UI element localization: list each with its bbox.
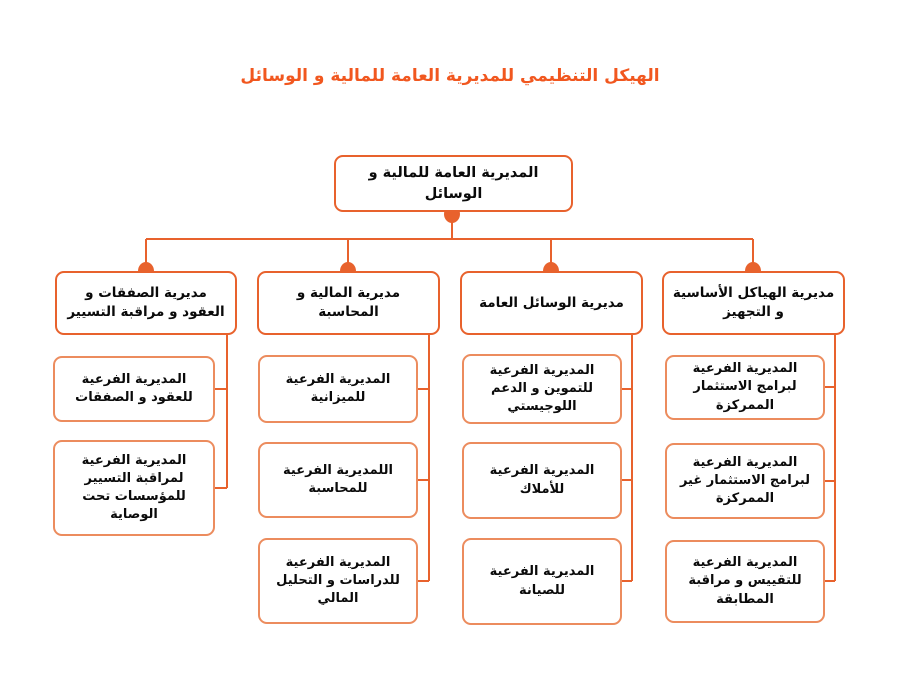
dept-box-general-means (460, 271, 643, 335)
sub-dept-label: المديرية الفرعية للدراسات و التحليل المالي (276, 554, 400, 607)
page-title: الهيكل التنظيمي للمديرية العامة للمالية و الوسائل (240, 66, 660, 86)
sub-dept-box (258, 538, 418, 624)
sub-dept-box (462, 538, 622, 625)
sub-dept-label: المديرية الفرعية للعقود و الصفقات (75, 371, 193, 405)
dept-box-contracts-procurement (55, 271, 237, 335)
sub-dept-label: المديرية الفرعية للتموين و الدعم اللوجيستي (489, 362, 595, 415)
root-box-general-directorate (334, 155, 573, 212)
dept-box-finance-accounting (257, 271, 440, 335)
sub-dept-label: المديرية الفرعية للتقييس و مراقبة المطابقة (688, 555, 802, 607)
dept-label: مديرية الوسائل العامة (479, 294, 624, 311)
dept-label: مديرية الصفقات و العقود و مراقبة التسيير (67, 285, 225, 320)
dept-label: مديرية الهياكل الأساسية و التجهيز (672, 285, 835, 320)
sub-dept-box (462, 354, 622, 424)
sub-dept-box (462, 442, 622, 519)
sub-dept-label: المديرية الفرعية للصيانة (489, 564, 595, 598)
sub-dept-label: المديرية الفرعية لمراقبة التسيير للمؤسسات تحت الوصاية (81, 452, 187, 523)
sub-dept-label: المديرية الفرعية للأملاك (489, 463, 595, 497)
dept-label: مديرية المالية و المحاسبة (296, 285, 401, 320)
root-box-label: المديرية العامة للمالية و الوسائل (368, 165, 539, 202)
sub-dept-box (258, 442, 418, 518)
sub-dept-box (53, 356, 215, 422)
sub-dept-label: المديرية الفرعية لبرامج الاستثمار غير الممركزة (679, 454, 811, 507)
sub-dept-box (665, 540, 825, 623)
sub-dept-label: المديرية الفرعية لبرامج الاستثمار الممركزة (692, 361, 798, 413)
connector-dots (138, 205, 761, 280)
sub-dept-box (665, 443, 825, 519)
sub-dept-box (665, 355, 825, 420)
sub-dept-box (53, 440, 215, 536)
dept-box-infrastructure-equipment (662, 271, 845, 335)
sub-dept-label: المديرية الفرعية للميزانية (285, 371, 391, 405)
sub-dept-label: اللمديرية الفرعية للمحاسبة (283, 462, 393, 496)
sub-dept-box (258, 355, 418, 423)
